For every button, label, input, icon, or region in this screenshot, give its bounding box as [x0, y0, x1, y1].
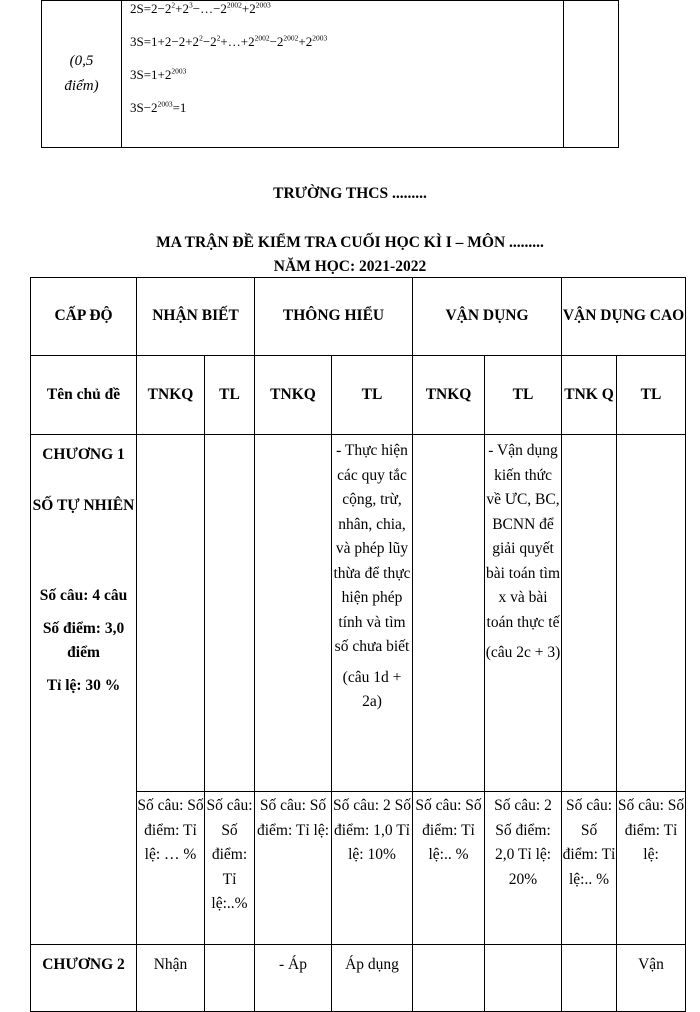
- matrix-cell: Vận: [617, 945, 686, 1012]
- stats-cell: Số câu: 2 Số điểm: 1,0 Tỉ lệ: 10%: [332, 792, 413, 945]
- chapter1-points: Số điểm: 3,0 điểm: [42, 619, 125, 661]
- matrix-cell: - Áp: [255, 945, 332, 1012]
- matrix-cell: [617, 435, 686, 792]
- stats-cell: Số câu: Số điểm: Tỉ lệ:.. %: [562, 792, 617, 945]
- school-heading: TRƯỜNG THCS .........: [273, 185, 427, 202]
- sub-header: TNKQ: [413, 356, 485, 435]
- sub-header: TL: [205, 356, 255, 435]
- matrix-cell: [205, 945, 255, 1012]
- test-matrix-table: [30, 277, 686, 1012]
- matrix-cell: [485, 945, 562, 1012]
- applying-tl-description: [485, 435, 562, 792]
- level-high-applying: VẬN DỤNG CAO: [562, 278, 686, 356]
- chapter1-questions: Số câu: 4 câu: [39, 587, 128, 604]
- understanding-tl-text: - Thực hiện các quy tắc cộng, trừ, nhân, chia, và phép lũy thừa để thực hiện phép tính và tìm số chưa biết: [333, 442, 411, 655]
- sub-header: TL: [617, 356, 686, 435]
- understanding-tl-description: [332, 435, 413, 792]
- answer-table: [41, 0, 619, 148]
- chapter1-name: SỐ TỰ NHIÊN: [32, 496, 135, 514]
- stats-cell: Số câu: Số điểm: Tỉ lệ:.. %: [413, 792, 485, 945]
- matrix-cell: [413, 435, 485, 792]
- chapter1-title: CHƯƠNG 1: [42, 446, 125, 463]
- matrix-cell: Áp dụng: [332, 945, 413, 1012]
- stats-cell: Số câu: Số điểm: Tỉ lệ:: [255, 792, 332, 945]
- applying-tl-ref: (câu 2c + 3): [485, 644, 561, 661]
- chapter1-topic-cell: [31, 435, 137, 945]
- sub-header: TNKQ: [137, 356, 205, 435]
- math-line-1: $2S=2-2^2+2^3-\dots-2^{2002}+2^{2003}$: [130, 0, 271, 16]
- level-applying: VẬN DỤNG: [413, 278, 562, 356]
- chapter2-title: CHƯƠNG 2: [31, 945, 137, 1012]
- math-line-2: $3S=1+2-2+2^2-2^2+\dots+2^{2002}-2^{2002}+2^{2003}$: [130, 33, 328, 49]
- level-header: CẤP ĐỘ: [31, 278, 137, 356]
- stats-cell: Số câu: Số điểm: Tỉ lệ:..%: [205, 792, 255, 945]
- score-line-2: điểm): [64, 78, 99, 94]
- sub-header: TL: [485, 356, 562, 435]
- matrix-cell: [205, 435, 255, 792]
- chapter1-ratio: Tỉ lệ: 30 %: [46, 676, 121, 694]
- math-line-4: $3S-2^{2003}=1$: [130, 99, 187, 115]
- school-year: NĂM HỌC: 2021-2022: [273, 258, 427, 275]
- matrix-cell: [255, 435, 332, 792]
- stats-cell: Số câu: Số điểm: Tỉ lệ: … %: [137, 792, 205, 945]
- stats-cell: Số câu: 2 Số điểm: 2,0 Tỉ lệ: 20%: [485, 792, 562, 945]
- matrix-cell: [137, 435, 205, 792]
- level-recognition: NHẬN BIẾT: [137, 278, 255, 356]
- matrix-cell: [562, 945, 617, 1012]
- sub-header: TNK Q: [562, 356, 617, 435]
- matrix-title: MA TRẬN ĐỀ KIỂM TRA CUỐI HỌC KÌ I – MÔN .........: [156, 234, 544, 251]
- topic-header: Tên chủ đề: [31, 356, 137, 435]
- score-cell: [42, 1, 122, 148]
- sub-header: TL: [332, 356, 413, 435]
- score-line-1: (0,5: [69, 53, 94, 69]
- applying-tl-text: - Vận dụng kiến thức về ƯC, BC, BCNN để giải quyết bài toán tìm x và bài toán thực tế: [485, 442, 561, 631]
- matrix-cell: [562, 435, 617, 792]
- math-line-3: $3S=1+2^{2003}$: [130, 66, 187, 82]
- level-understanding: THÔNG HIỂU: [255, 278, 413, 356]
- math-cell: [122, 1, 564, 148]
- empty-cell: [564, 1, 619, 148]
- matrix-cell: Nhận: [137, 945, 205, 1012]
- matrix-cell: [413, 945, 485, 1012]
- sub-header: TNKQ: [255, 356, 332, 435]
- stats-cell: Số câu: Số điểm: Tỉ lệ:: [617, 792, 686, 945]
- understanding-tl-ref: (câu 1d + 2a): [342, 668, 402, 710]
